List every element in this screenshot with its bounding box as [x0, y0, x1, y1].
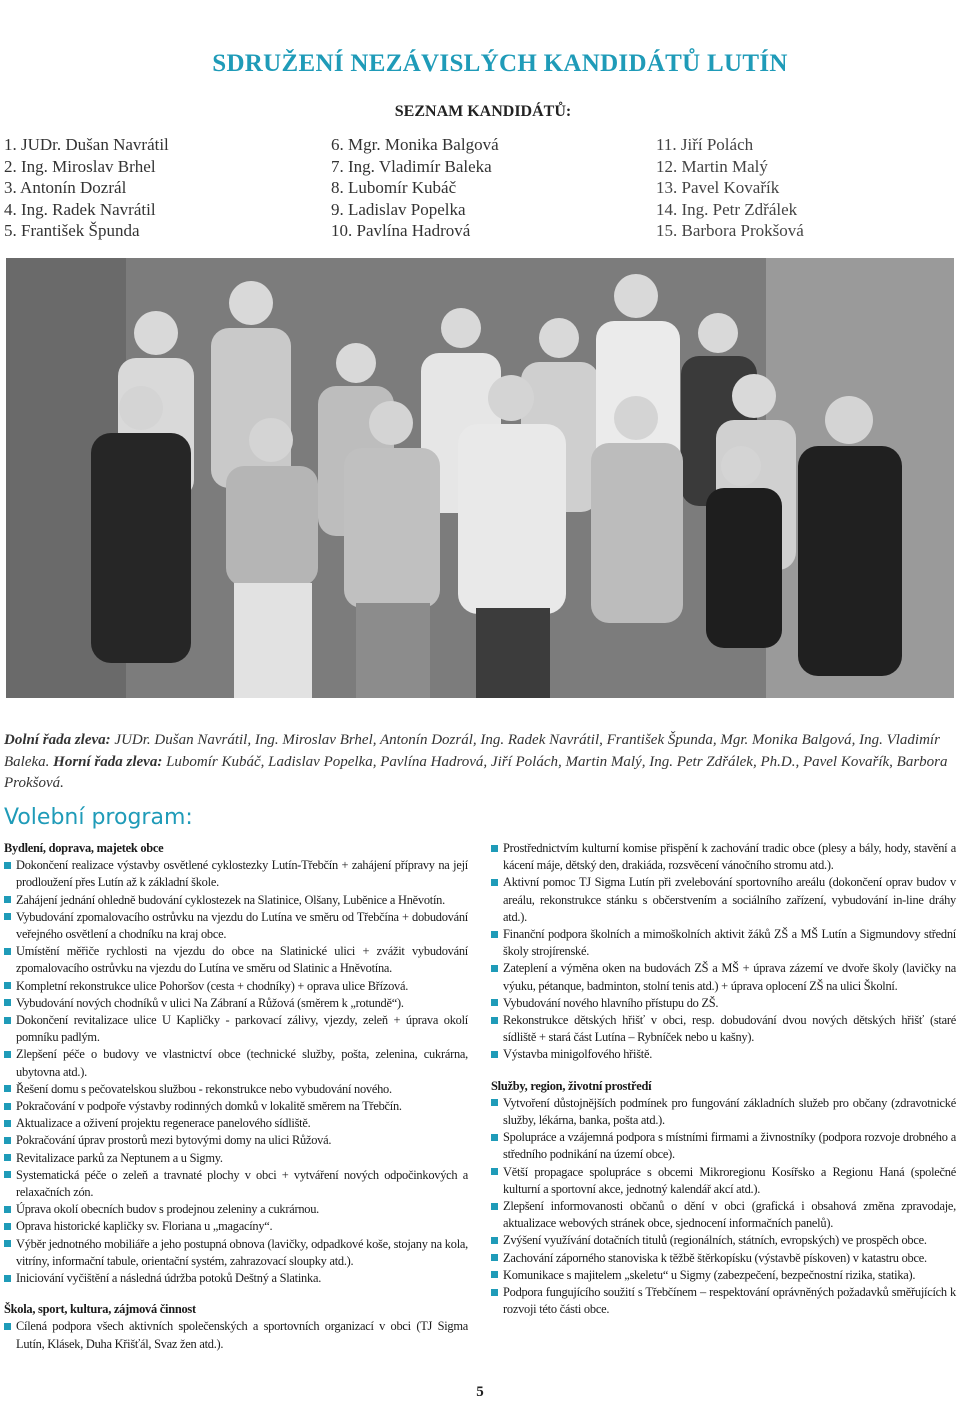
program-item: Úprava okolí obecních budov s prodejnou zeleniny a cukrárnou. — [4, 1201, 468, 1218]
candidate-item: 9. Ladislav Popelka — [331, 199, 466, 219]
candidate-item: 14. Ing. Petr Zdřálek — [656, 199, 798, 219]
program-item: Zlepšení péče o budovy ve vlastnictví obce (technické služby, pošta, zelenina, cukrárna, ubytovna atd.). — [4, 1046, 468, 1080]
program-item: Aktivní pomoc TJ Sigma Lutín při zvelebování sportovního areálu (dokončení oprav budov v areálu, rekonstrukce stánku s občerstvením a sociálního zařízení, vybudování in-line dráhy atd.). — [491, 874, 956, 926]
program-item: Zateplení a výměna oken na budovách ZŠ a MŠ + úprava zázemí ve dvoře školy (lavičky na výuku, pétanque, badminton, stolní tenis atd.) + úprava oplocení ZŠ na ulici Školní. — [491, 960, 956, 994]
section-heading: Škola, sport, kultura, zájmová činnost — [4, 1302, 196, 1317]
candidate-item: 4. Ing. Radek Navrátil — [4, 199, 156, 219]
caption-upper-label: Horní řada zleva: — [53, 753, 163, 770]
program-item: Zlepšení informovanosti občanů o dění v obci (grafická i obsahová změna zpravodaje, aktualizace webových stránek obce, sjednocení informačních panelů). — [491, 1198, 956, 1232]
program-item: Zvýšení využívání dotačních titulů (regionálních, státních, evropských) ve prospěch obce. — [491, 1232, 956, 1249]
program-left-column — [4, 840, 468, 1353]
candidate-item: 5. František Špunda — [4, 221, 140, 240]
section-heading: Bydlení, doprava, majetek obce — [4, 841, 164, 855]
program-item: Dokončení revitalizace ulice U Kapličky - parkovací zálivy, vjezdy, zeleň + úprava okolí pomníku padlým. — [4, 1012, 468, 1046]
candidate-column-2 — [331, 134, 631, 242]
program-item: Vybudování nových chodníků v ulici Na Zábraní a Růžová (směrem k „rotundě“). — [4, 995, 468, 1012]
candidate-item: 1. JUDr. Dušan Navrátil — [4, 135, 169, 154]
candidate-item: 3. Antonín Dozrál — [4, 178, 127, 197]
group-photo — [6, 258, 954, 698]
program-item: Komunikace s majitelem „skeletu“ u Sigmy (zabezpečení, bezpečnostní rizika, statika). — [491, 1267, 956, 1284]
candidate-list-title: SEZNAM KANDIDÁTŮ: — [394, 103, 572, 120]
program-item: Výstavba minigolfového hřiště. — [491, 1046, 956, 1063]
caption-lower-label: Dolní řada zleva: — [4, 732, 111, 748]
page-title: SDRUŽENÍ NEZÁVISLÝCH KANDIDÁTŮ LUTÍN — [212, 50, 788, 77]
program-item: Iniciování vyčištění a následná údržba potoků Deštný a Slatinka. — [4, 1270, 468, 1287]
candidate-item: 12. Martin Malý — [656, 156, 768, 176]
program-item: Prostřednictvím kulturní komise přispění k zachování tradic obce (plesy a bály, hody, stavění a kácení máje, dětský den, drakiáda, rozsvěcení vánočního stromu atd.). — [491, 840, 956, 874]
page-number: 5 — [476, 1384, 484, 1400]
top-band — [0, 0, 960, 34]
program-item: Vybudování nového hlavního přístupu do ZŠ. — [491, 995, 956, 1012]
candidate-item: 10. Pavlína Hadrová — [331, 221, 471, 240]
candidate-item: 13. Pavel Kovařík — [656, 178, 780, 197]
candidate-item: 11. Jiří Polách — [656, 135, 754, 154]
group-photo-illustration — [6, 258, 954, 698]
program-item: Umístění měřiče rychlosti na vjezdu do obce na Slatinické ulici + zvážit vybudování zpomalovacího ostrůvku na vjezdu do Lutína ve směru od Slatinic a Hněvotína. — [4, 943, 468, 977]
candidate-item: 15. Barbora Prokšová — [656, 221, 804, 240]
candidate-column-3 — [656, 134, 956, 242]
program-item: Rekonstrukce dětských hřišť v obci, resp. dobudování dvou nových dětských hřišť (staré sídliště + stará část Lutína – Rybníček nebo u kašny). — [491, 1012, 956, 1046]
program-item: Finanční podpora školních a mimoškolních aktivit žáků ZŠ a MŠ Lutín a Sigmundovy střední školy strojírenské. — [491, 926, 956, 960]
program-item: Větší propagace spolupráce s obcemi Mikroregionu Kosířsko a Regionu Haná (společné kulturní a sportovní akce, jednotný kalendář akcí atd.). — [491, 1164, 956, 1198]
program-item: Zahájení jednání ohledně budování cyklostezek na Slatinice, Olšany, Luběnice a Hněvotín. — [4, 892, 468, 909]
photo-caption — [4, 730, 956, 795]
section-heading: Služby, region, životní prostředí — [491, 1078, 652, 1093]
candidate-column-1 — [4, 134, 304, 242]
program-item: Revitalizace parků za Neptunem a u Sigmy. — [4, 1150, 468, 1167]
candidate-item: 7. Ing. Vladimír Baleka — [331, 156, 492, 176]
program-item: Vytvoření důstojnějších podmínek pro fungování základních služeb pro občany (zdravotnické služby, lékárna, banka, pošta atd.). — [491, 1095, 956, 1129]
program-right-column — [491, 840, 956, 1318]
program-item: Výběr jednotného mobiliáře a jeho postupná obnova (lavičky, odpadkové koše, stojany na kola, vitríny, informační tabule, orientační systém, zahrazovací sloupky atd.). — [4, 1236, 468, 1270]
program-item: Zachování záporného stanoviska k těžbě štěrkopísku (výstavbě pískoven) v katastru obce. — [491, 1250, 956, 1267]
program-item: Řešení domu s pečovatelskou službou - rekonstrukce nebo vybudování nového. — [4, 1081, 468, 1098]
candidate-item: 2. Ing. Miroslav Brhel — [4, 156, 156, 176]
program-item: Pokračování úprav prostorů mezi bytovými domy na ulici Růžová. — [4, 1132, 468, 1149]
program-item: Oprava historické kapličky sv. Floriana u „magacíny“. — [4, 1218, 468, 1235]
caption-upper-text: Lubomír Kubáč, Ladislav Popelka, Pavlína Hadrová, Jiří Polách, Martin Malý, Ing. Petr Zdřálek, Ph.D., Pavel Kovařík, Barbora Prokšová. — [4, 753, 948, 791]
program-item: Cílená podpora všech aktivních společenských a sportovních organizací v obci (TJ Sigma Lutín, Klásek, Duha Křišťál, Svaz žen atd.). — [4, 1318, 468, 1352]
candidate-item: 8. Lubomír Kubáč — [331, 178, 457, 197]
program-title: Volební program: — [4, 805, 193, 830]
program-item: Pokračování v podpoře výstavby rodinných domků v lokalitě směrem na Třebčín. — [4, 1098, 468, 1115]
program-item: Systematická péče o zeleň a travnaté plochy v obci + vytváření nových odpočinkových a relaxačních zón. — [4, 1167, 468, 1201]
program-item: Aktualizace a oživení projektu regenerace panelového sídliště. — [4, 1115, 468, 1132]
caption-lower-text: JUDr. Dušan Navrátil, Ing. Miroslav Brhel, Antonín Dozrál, Ing. Radek Navrátil, František Špunda, Mgr. Monika Balgová, Ing. Vladimír Baleka. — [4, 732, 940, 770]
program-item: Spolupráce a vzájemná podpora s místními firmami a živnostníky (podpora rozvoje drobného a středního podnikání na území obce). — [491, 1129, 956, 1163]
program-item: Vybudování zpomalovacího ostrůvku na vjezdu do Lutína ve směru od Třebčína + dobudování veřejného osvětlení a chodníku na kraj obce. — [4, 909, 468, 943]
candidate-item: 6. Mgr. Monika Balgová — [331, 135, 499, 154]
program-item: Podpora fungujícího soužití s Třebčínem – respektování oprávněných požadavků směřujících k rozvoji této části obce. — [491, 1284, 956, 1318]
program-item: Kompletní rekonstrukce ulice Pohoršov (cesta + chodníky) + oprava ulice Břízová. — [4, 978, 468, 995]
program-item: Dokončení realizace výstavby osvětlené cyklostezky Lutín-Třebčín + zahájení přípravy na její prodloužení přes Lutín až k základní škole. — [4, 857, 468, 891]
